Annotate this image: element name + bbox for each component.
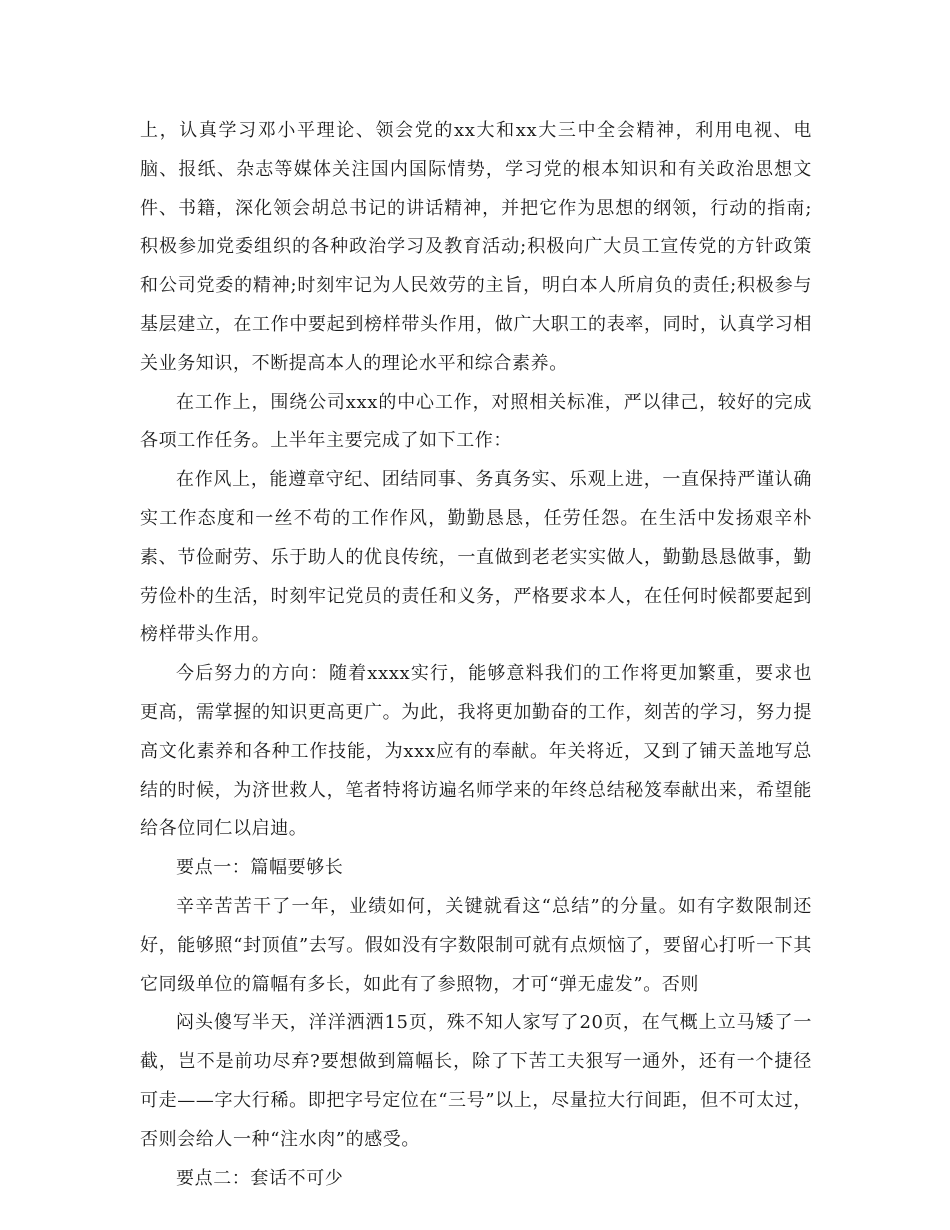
body-paragraph: 闷头傻写半天，洋洋洒洒15页，殊不知人家写了20页，在气概上立马矮了一截，岂不是前功尽弃?要想做到篇幅长，除了下苦工夫狠写一通外，还有一个捷径可走——字大行稀。即把字号定位在“三号”以上，尽量拉大行间距，但不可太过，否则会给人一种“注水肉”的感受。 [140,1012,812,1150]
body-paragraph: 在作风上，能遵章守纪、团结同事、务真务实、乐观上进，一直保持严谨认确实工作态度和一丝不苟的工作作风，勤勤恳恳，任劳任怨。在生活中发扬艰辛朴素、节俭耐劳、乐于助人的优良传统，一直做到老老实实做人，勤勤恳恳做事，勤劳俭朴的生活，时刻牢记党员的责任和义务，严格要求本人，在任何时候都要起到榜样带头作用。 [140,469,812,646]
section-heading: 要点二：套话不可少 [176,1167,344,1189]
body-paragraph: 上，认真学习邓小平理论、领会党的xx大和xx大三中全会精神，利用电视、电脑、报纸、杂志等媒体关注国内国际情势，学习党的根本知识和有关政治思想文件、书籍，深化领会胡总书记的讲话精神，并把它作为思想的纲领，行动的指南;积极参加党委组织的各种政治学习及教育活动;积极向广大员工宣传党的方针政策和公司党委的精神;时刻牢记为人民效劳的主旨，明白本人所肩负的责任;积极参与基层建立，在工作中要起到榜样带头作用，做广大职工的表率，同时，认真学习相关业务知识，不断提高本人的理论水平和综合素养。 [140,120,812,374]
body-paragraph: 今后努力的方向：随着xxxx实行，能够意料我们的工作将更加繁重，要求也更高，需掌握的知识更高更广。为此，我将更加勤奋的工作，刻苦的学习，努力提高文化素养和各种工作技能，为xxx应有的奉献。年关将近，又到了铺天盖地写总结的时候，为济世救人，笔者特将访遍名师学来的年终总结秘笈奉献出来，希望能给各位同仁以启迪。 [140,663,812,840]
body-paragraph: 在工作上，围绕公司xxx的中心工作，对照相关标准，严以律己，较好的完成各项工作任务。上半年主要完成了如下工作： [140,391,812,452]
section-heading: 要点一：篇幅要够长 [176,857,344,879]
document-body [140,112,812,1198]
body-paragraph: 辛辛苦苦干了一年，业绩如何，关键就看这“总结”的分量。如有字数限制还好，能够照“封顶值”去写。假如没有字数限制可就有点烦恼了，要留心打听一下其它同级单位的篇幅有多长，如此有了参照物，才可“弹无虚发”。否则 [140,895,812,995]
